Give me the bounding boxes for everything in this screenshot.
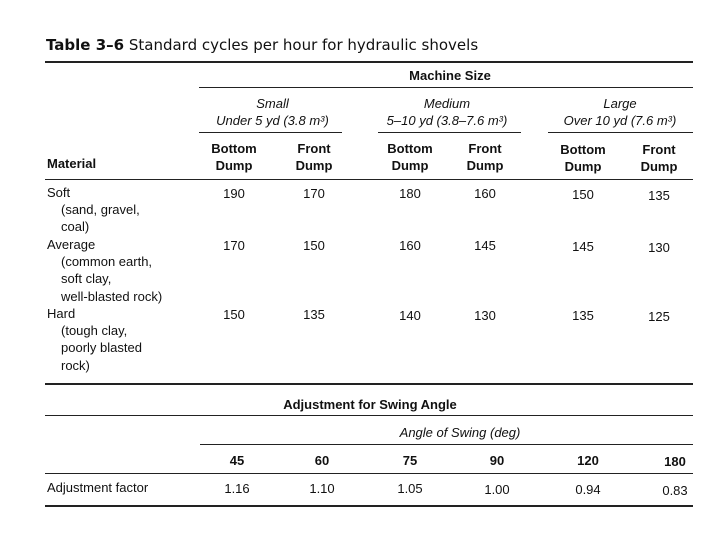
material-detail: (tough clay, [61,323,128,339]
swing-subheader: Angle of Swing (deg) [399,425,521,440]
angle-cell: 120 [577,453,599,468]
angle-cell: 90 [489,453,505,468]
factor-cell: 1.16 [224,481,250,496]
angle-cell: 180 [664,454,686,469]
table-title [46,36,478,54]
factor-cell: 0.94 [575,482,601,497]
factor-cell: 1.10 [309,481,335,496]
value-cell: 180 [399,186,421,201]
subcol-1-line1: Bottom [211,141,257,156]
adjustment-factor-label: Adjustment factor [47,480,149,495]
group-small-rule [199,132,342,133]
value-cell: 145 [474,238,496,253]
material-detail: (common earth, [61,254,153,270]
value-cell: 150 [572,187,594,202]
angle-rule [45,473,693,474]
group-medium [362,95,532,129]
material-detail: rock) [61,357,90,373]
group-large-range: Over 10 yd (7.6 m³) [563,113,677,128]
material-cell-hard [47,305,142,374]
material-detail: well-blasted rock) [61,288,163,304]
angle-cell: 75 [402,453,418,468]
value-cell: 130 [648,240,670,255]
subcol-6 [627,141,691,175]
subcol-5 [551,141,615,175]
value-cell: 145 [572,239,594,254]
material-cell-soft [47,184,140,236]
group-small [190,95,355,129]
subcol-2 [282,140,346,174]
subcol-3-line2: Dump [391,158,429,173]
subcol-1-line2: Dump [215,158,253,173]
material-header: Material [47,156,97,171]
group-large [540,95,700,129]
swing-subheader-rule [200,444,693,445]
angle-cell: 60 [314,453,330,468]
material-name: Soft [47,185,71,200]
value-cell: 160 [474,186,496,201]
group-large-rule [548,132,693,133]
group-medium-name: Medium [423,96,471,111]
value-cell: 135 [572,308,594,323]
value-cell: 140 [399,308,421,323]
value-cell: 135 [648,188,670,203]
machine-size-rule [199,87,693,88]
value-cell: 170 [223,238,245,253]
material-detail: poorly blasted [61,340,142,356]
subcol-2-line2: Dump [295,158,333,173]
material-detail: soft clay, [61,271,112,287]
value-cell: 125 [648,309,670,324]
top-rule [45,61,693,63]
table-number: Table 3–6 [46,36,125,54]
subcol-5-line2: Dump [564,159,602,174]
swing-header-rule [45,415,693,416]
subcol-3-line1: Bottom [387,141,433,156]
value-cell: 150 [223,307,245,322]
material-name: Average [47,237,96,252]
section-rule [45,383,693,385]
subcol-4 [453,140,517,174]
material-detail: coal) [61,219,90,235]
value-cell: 190 [223,186,245,201]
swing-header: Adjustment for Swing Angle [283,397,457,412]
subcol-4-line2: Dump [466,158,504,173]
subcol-2-line1: Front [297,141,331,156]
material-cell-average [47,236,162,305]
angle-cell: 45 [229,453,245,468]
value-cell: 150 [303,238,325,253]
subcol-6-line1: Front [642,142,676,157]
value-cell: 135 [303,307,325,322]
group-small-name: Small [256,96,289,111]
group-small-range: Under 5 yd (3.8 m³) [216,113,329,128]
subcol-5-line1: Bottom [560,142,606,157]
value-cell: 170 [303,186,325,201]
machine-size-header: Machine Size [409,68,491,83]
factor-cell: 1.00 [484,482,510,497]
subcol-4-line1: Front [468,141,502,156]
factor-cell: 0.83 [662,483,688,498]
bottom-rule [45,505,693,507]
group-large-name: Large [603,96,637,111]
header-rule [45,179,693,180]
group-medium-range: 5–10 yd (3.8–7.6 m³) [386,113,508,128]
subcol-1 [202,140,266,174]
value-cell: 130 [474,308,496,323]
material-name: Hard [47,306,76,321]
factor-cell: 1.05 [397,481,423,496]
value-cell: 160 [399,238,421,253]
table-caption: Standard cycles per hour for hydraulic shovels [128,36,479,54]
subcol-6-line2: Dump [640,159,678,174]
material-detail: (sand, gravel, [61,202,140,218]
subcol-3 [378,140,442,174]
group-medium-rule [378,132,521,133]
